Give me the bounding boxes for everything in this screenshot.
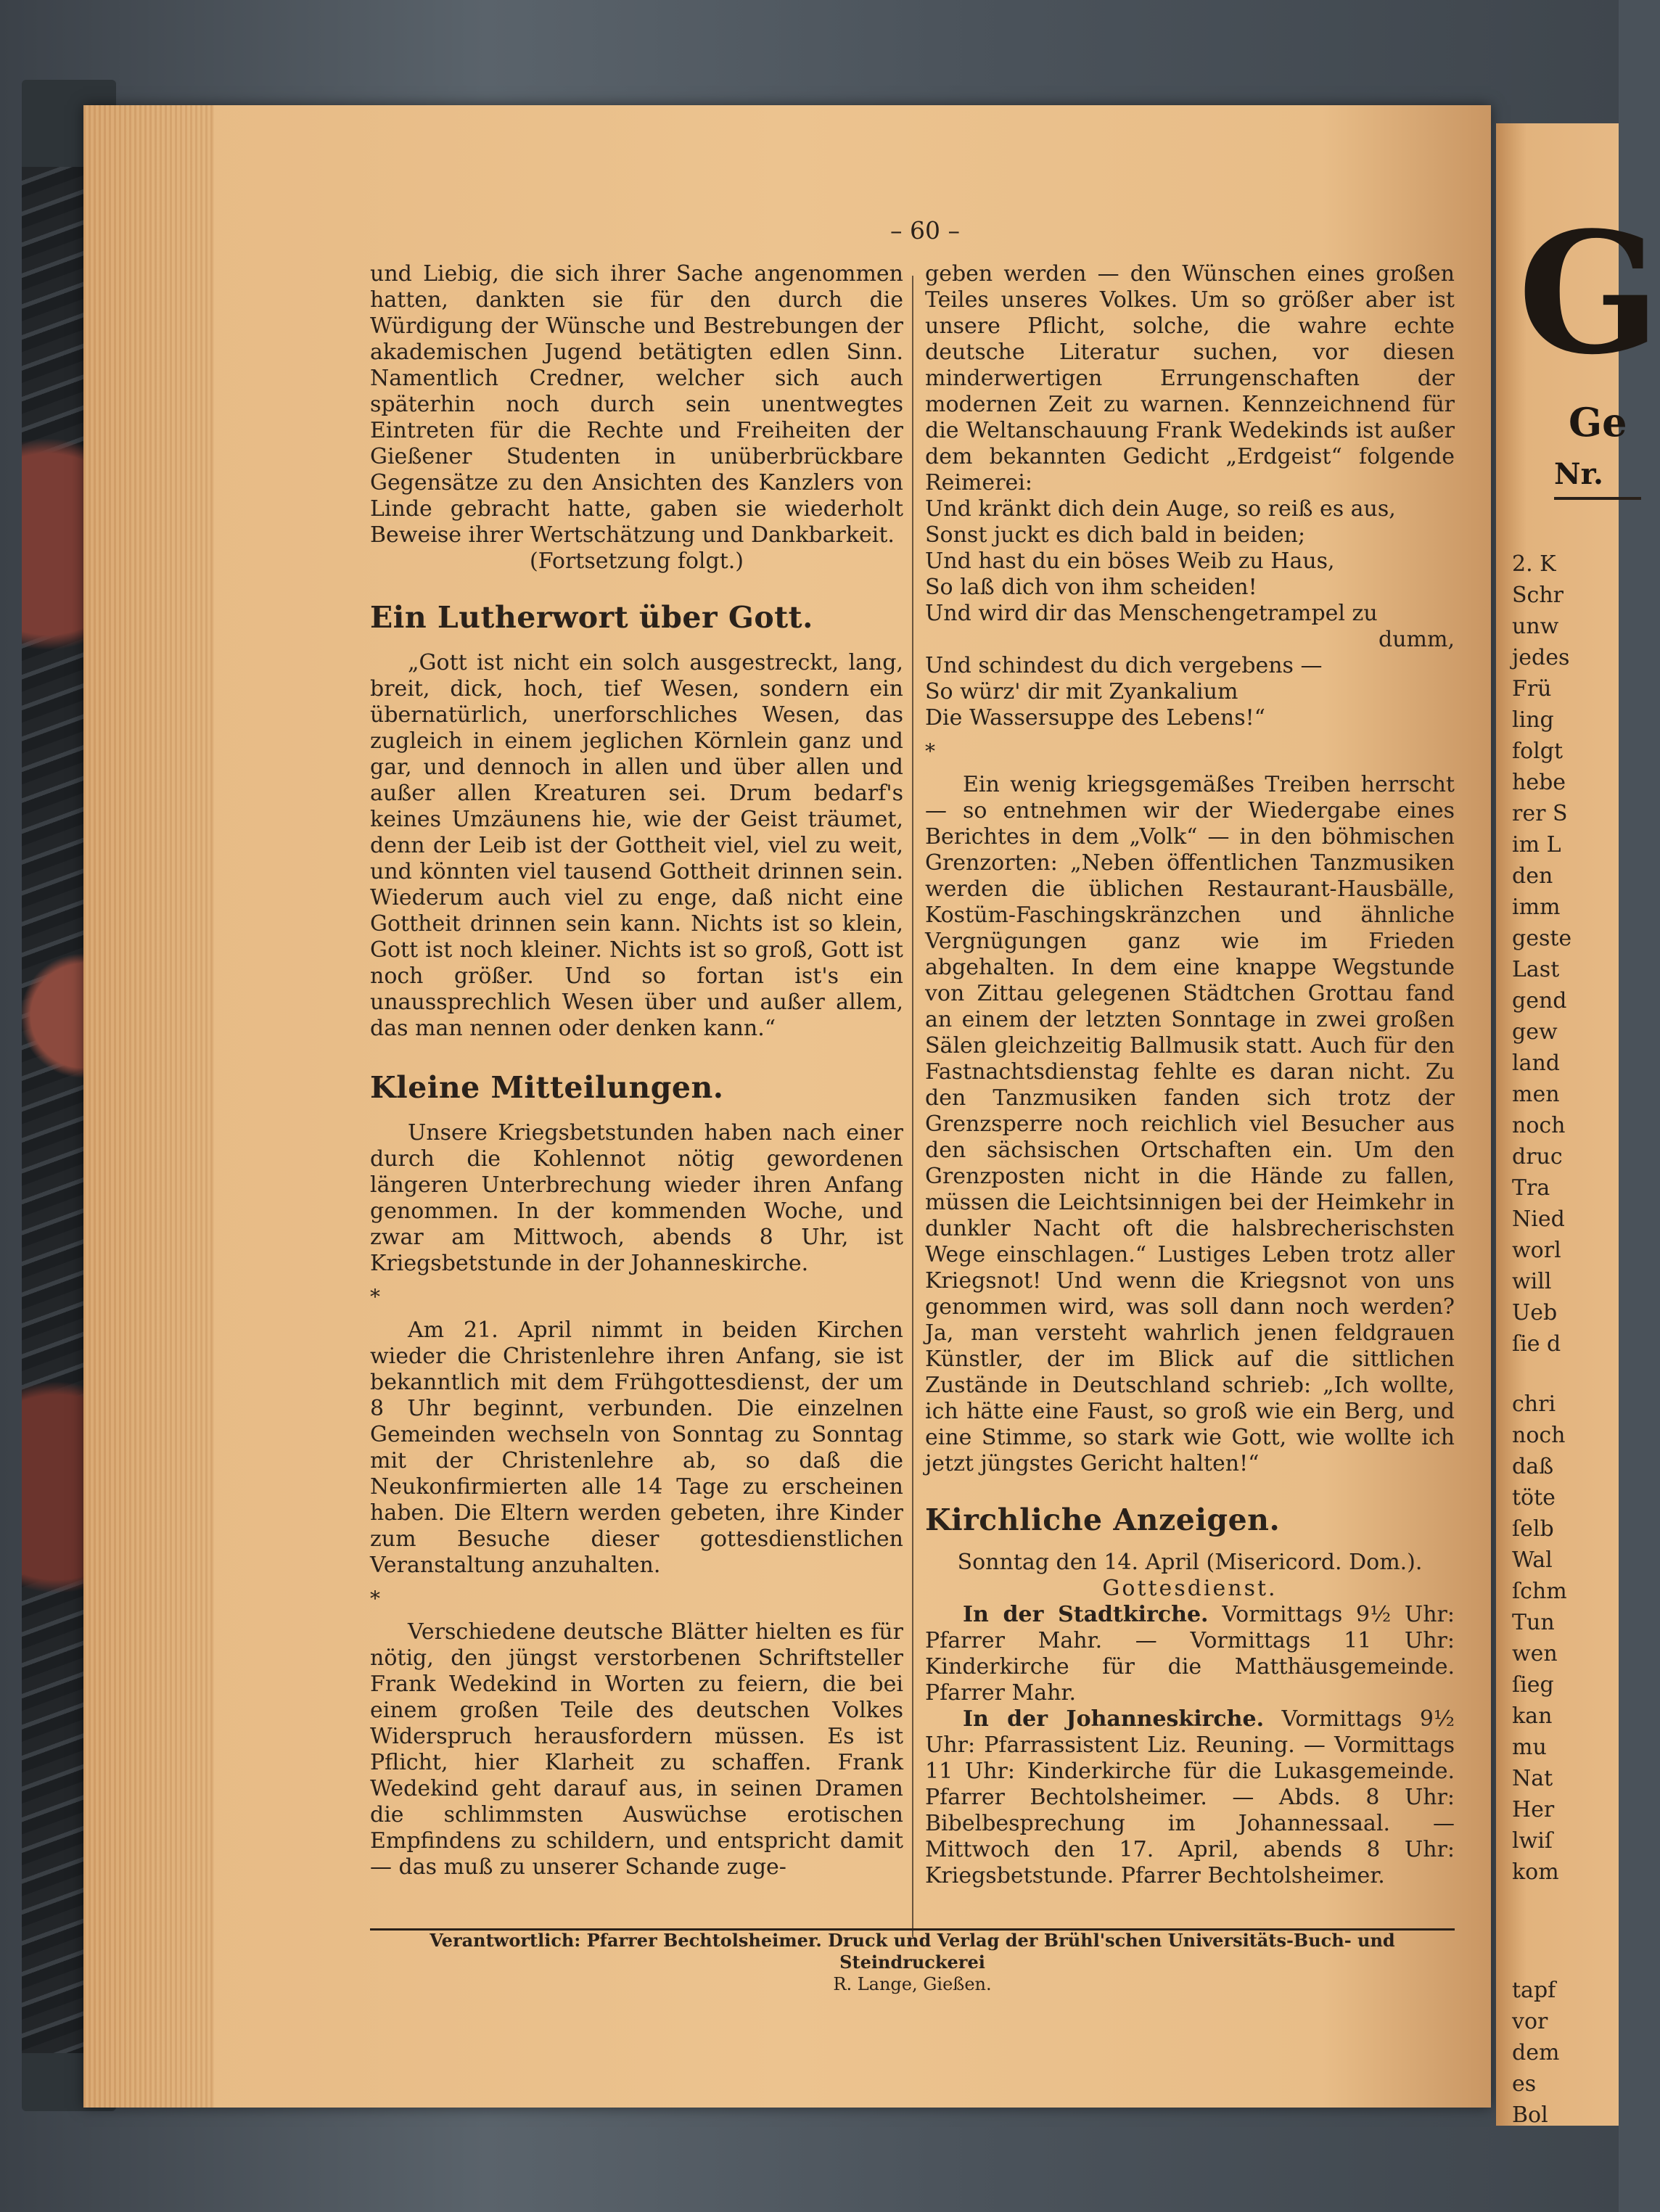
page-number: – 60 – — [890, 216, 960, 244]
verse-line: Und wird dir das Menschengetrampel zu — [925, 601, 1378, 626]
adjacent-text-line: ſelb — [1512, 1516, 1554, 1542]
left-column — [370, 261, 903, 1880]
mitteilung-wedekind: Verschiedene deutsche Blätter hielten es für nötig, den jüngst verstorbenen Schriftsteller Frank Wedekind in Worten zu feiern, die bei einem großen Teile des deutschen Volkes Widerspruch herausfordern müssen. Es ist Pflicht, hier Klarheit zu schaffen. Frank Wedekind geht darauf aus, in seinen Dramen die schlimmsten Auswüchse erotischen Empfindens zu schildern, und entspricht damit — das muß zu unserer Schande zuge- — [370, 1619, 903, 1880]
verse-line: Und kränkt dich dein Auge, so reiß es aus, — [925, 496, 1396, 522]
mitteilung-christenlehre: Am 21. April nimmt in beiden Kirchen wieder die Christenlehre ihren Anfang, sie ist bekanntlich mit dem Frühgottesdienst, der um 8 Uhr beginnt, verbunden. Die einzelnen Gemeinden wechseln von Sonntag zu Sonntag mit der Christenlehre ab, so daß die Neukonfirmierten alle 14 Tage zu erscheinen haben. Die Eltern werden gebeten, ihre Kinder zum Besuche dieser gottesdienstlichen Veranstaltung anzuhalten. — [370, 1317, 903, 1578]
mitteilung-kriegsbetstunden: Unsere Kriegsbetstunden haben nach einer durch die Kohlennot nötig gewordenen längeren Unterbrechung wieder ihren Anfang genommen. In der kommenden Woche, und zwar am Mittwoch, abends 8 Uhr, ist Kriegsbetstunde in der Johanneskirche. — [370, 1120, 903, 1276]
adjacent-text-line: Ueb — [1512, 1300, 1558, 1325]
adjacent-issue-label: Nr. — [1554, 457, 1603, 491]
intro-paragraph: und Liebig, die sich ihrer Sache angenommen hatten, dankten sie für den durch die Würdigung der Wünsche und Bestrebungen der akademischen Jugend betätigten edlen Sinn. Namentlich Credner, welcher sich auch späterhin noch durch sein unentwegtes Eintreten für die Rechte und Freiheiten der Gießener Studenten in unüberbrückbare Gegensätze zu den Ansichten des Kanzlers von Linde gebracht hatte, gaben sie wiederholt Beweise ihrer Wertschätzung und Dankbarkeit. — [370, 261, 903, 548]
adjacent-text-line: gend — [1512, 988, 1567, 1014]
adjacent-text-line: Her — [1512, 1797, 1555, 1822]
adjacent-text-line: noch — [1512, 1423, 1566, 1448]
adjacent-text-line: gew — [1512, 1019, 1558, 1045]
adjacent-text-line: rer S — [1512, 801, 1568, 826]
verse-line: So würz' dir mit Zyankalium — [925, 679, 1238, 704]
imprint-line-2: R. Lange, Gießen. — [833, 1974, 992, 1994]
separator-star: * — [370, 1285, 380, 1309]
adjacent-text-line: folgt — [1512, 739, 1564, 764]
adjacent-text-line: noch — [1512, 1113, 1566, 1138]
adjacent-text-line: hebe — [1512, 770, 1566, 795]
adjacent-text-line: druc — [1512, 1144, 1563, 1169]
adjacent-masthead-initial: G — [1518, 196, 1660, 392]
imprint-line-1: Verantwortlich: Pfarrer Bechtolsheimer. Druck und Verlag der Brühl'schen Universitäts-Buch- und Steindruckerei — [430, 1930, 1395, 1973]
adjacent-text-line: kom — [1512, 1859, 1559, 1885]
adjacent-text-line: tapf — [1512, 1978, 1556, 2003]
adjacent-text-line: im L — [1512, 832, 1561, 858]
column-divider — [912, 276, 913, 1937]
verse-line: Sonst juckt es dich bald in beiden; — [925, 522, 1306, 548]
adjacent-text-line: men — [1512, 1082, 1560, 1107]
continuation-note: (Fortsetzung folgt.) — [530, 548, 744, 574]
adjacent-text-line: Last — [1512, 957, 1560, 982]
adjacent-page — [1496, 123, 1660, 2128]
adjacent-text-line: Tra — [1512, 1175, 1550, 1201]
johanneskirche-text: Vormittags 9½ Uhr: Pfarrassistent Liz. Reuning. — Vormittags 11 Uhr: Kinderkirche für die Lukasgemeinde. Pfarrer Bechtolsheimer. — Abds. 8 Uhr: Bibelbesprechung im Johannessaal. — Mittwoch den 17. April, abends 8 Uhr: Kriegsbetstunde. Pfarrer Bechtolsheimer. — [925, 1706, 1455, 1888]
adjacent-text-line: 2. K — [1512, 551, 1556, 577]
verse-line: So laß dich von ihm scheiden! — [925, 575, 1257, 600]
adjacent-text-line: Wal — [1512, 1547, 1553, 1573]
adjacent-text-line: mu — [1512, 1735, 1547, 1760]
johanneskirche-entry — [925, 1706, 1455, 1889]
heading-mitteilungen: Kleine Mitteilungen. — [370, 1070, 724, 1105]
separator-star: * — [370, 1587, 380, 1611]
stadtkirche-text: Vormittags 9½ Uhr: Pfarrer Mahr. — Vormittags 11 Uhr: Kinderkirche für die Matthäusgemeinde. Pfarrer Mahr. — [925, 1602, 1455, 1706]
heading-lutherwort: Ein Lutherwort über Gott. — [370, 600, 813, 635]
adjacent-text-line: ſie d — [1512, 1331, 1561, 1357]
adjacent-text-line: wen — [1512, 1641, 1558, 1666]
adjacent-text-line: Schr — [1512, 583, 1564, 608]
adjacent-text-line: geste — [1512, 926, 1572, 951]
adjacent-text-line: vor — [1512, 2009, 1548, 2034]
gottesdienst-label: Gottesdienst. — [1102, 1576, 1278, 1601]
adjacent-text-line: Frü — [1512, 676, 1552, 702]
page-edges — [83, 105, 214, 2108]
adjacent-text-line: Bol — [1512, 2102, 1548, 2128]
adjacent-text-line: land — [1512, 1051, 1561, 1076]
adjacent-text-line: lwiſ — [1512, 1828, 1553, 1854]
adjacent-text-line: kan — [1512, 1703, 1553, 1729]
verse-line: Und hast du ein böses Weib zu Haus, — [925, 548, 1335, 574]
adjacent-text-line: den — [1512, 863, 1553, 889]
adjacent-text-line: will — [1512, 1269, 1552, 1294]
adjacent-text-line: ſieg — [1512, 1672, 1554, 1698]
stadtkirche-label: In der Stadtkirche. — [963, 1602, 1209, 1627]
adjacent-text-line: daß — [1512, 1454, 1554, 1479]
separator-star: * — [925, 739, 935, 763]
adjacent-text-line: Tun — [1512, 1610, 1555, 1635]
verse-block — [925, 496, 1455, 731]
adjacent-text-line: unw — [1512, 614, 1559, 639]
imprint-footer — [370, 1930, 1455, 1995]
adjacent-masthead: Ge — [1569, 399, 1627, 445]
wedekind-continued: geben werden — den Wünschen eines großen Teiles unseres Volkes. Um so größer aber ist unsere Pflicht, solche, die wahre echte deutsche Literatur suchen, vor diesen minderwertigen Errungenschaften der modernen Zeit zu warnen. Kennzeichnend für die Weltanschauung Frank Wedekinds ist außer dem bekannten Gedicht „Erdgeist“ folgende Reimerei: — [925, 261, 1455, 496]
adjacent-rule — [1554, 497, 1641, 500]
adjacent-text-line: imm — [1512, 895, 1561, 920]
adjacent-text-line: es — [1512, 2071, 1537, 2097]
heading-kirchliche-anzeigen: Kirchliche Anzeigen. — [925, 1502, 1281, 1537]
adjacent-text-line: dem — [1512, 2040, 1560, 2065]
kriegsgemaess-paragraph: Ein wenig kriegsgemäßes Treiben herrscht — so entnehmen wir der Wiedergabe eines Berichtes in dem „Volk“ — in den böhmischen Grenzorten: „Neben öffentlichen Tanzmusiken werden die üblichen Restaurant-Hausbälle, Kostüm-Faschingskränzchen und ähnliche Vergnügungen ganz wie im Frieden abgehalten. In dem eine knappe Wegstunde von Zittau gelegenen Städtchen Grottau fand an einem der letzten Sonntage in zwei großen Sälen gleichzeitig Ballmusik statt. Auch für den Fastnachtsdienstag fehlte es daran nicht. Zu den Tanzmusiken fanden sich trotz der Grenzsperre noch reichlich viel Besucher aus den sächsischen Ortschaften ein. Um den Grenzposten nicht in die Hände zu fallen, müssen die Leichtsinnigen bei der Heimkehr in dunkler Nacht oft die halsbrecherischsten Wege einschlagen.“ Lustiges Leben trotz aller Kriegsnot! Und wenn die Kriegsnot von uns genommen wird, was soll dann noch werden? Ja, man versteht wahrlich jenen feldgrauen Künstler, der im Blick auf die sittlichen Zustände in Deutschland schrieb: „Ich wollte, ich hätte eine Faust, so groß wie ein Berg, und eine Stimme, so stark wie Gott, wie wollte ich jetzt jüngstes Gericht halten!“ — [925, 772, 1455, 1476]
right-column — [925, 261, 1455, 1889]
sunday-date: Sonntag den 14. April (Misericord. Dom.). — [957, 1550, 1423, 1575]
adjacent-text-line: chri — [1512, 1391, 1556, 1417]
adjacent-text-line: worl — [1512, 1238, 1561, 1263]
luther-quote: „Gott ist nicht ein solch ausgestreckt, lang, breit, dick, hoch, tief Wesen, sondern ein übernatürlich, unerforschliches Wesen, das zugleich in einem jeglichen Körnlein ganz und gar, und dennoch in allen und über allen und außer allen Kreaturen sei. Drum bedarf's keines Umzäunens hie, wie der Geist träumet, denn der Leib ist der Gottheit viel, viel zu weit, und könnten viel tausend Gottheit drinnen sein. Wiederum auch viel zu enge, daß nicht eine Gottheit drinnen sein kann. Nichts ist so klein, Gott ist noch kleiner. Nichts ist so groß, Gott ist noch größer. Und so fortan ist's ein unaussprechlich Wesen über und außer allem, das man nennen oder denken kann.“ — [370, 650, 903, 1041]
adjacent-text-line: ſchm — [1512, 1579, 1567, 1604]
adjacent-text-line: Nat — [1512, 1766, 1553, 1791]
verse-line: Und schindest du dich vergebens — — [925, 653, 1323, 678]
verse-line: Die Wassersuppe des Lebens!“ — [925, 705, 1265, 731]
verse-line: dumm, — [1378, 627, 1455, 652]
stadtkirche-entry — [925, 1602, 1455, 1706]
adjacent-text-line: ling — [1512, 707, 1554, 733]
adjacent-text-line: Nied — [1512, 1206, 1565, 1232]
johanneskirche-label: In der Johanneskirche. — [963, 1706, 1265, 1732]
adjacent-text-line: jedes — [1512, 645, 1570, 670]
adjacent-text-line: töte — [1512, 1485, 1556, 1510]
